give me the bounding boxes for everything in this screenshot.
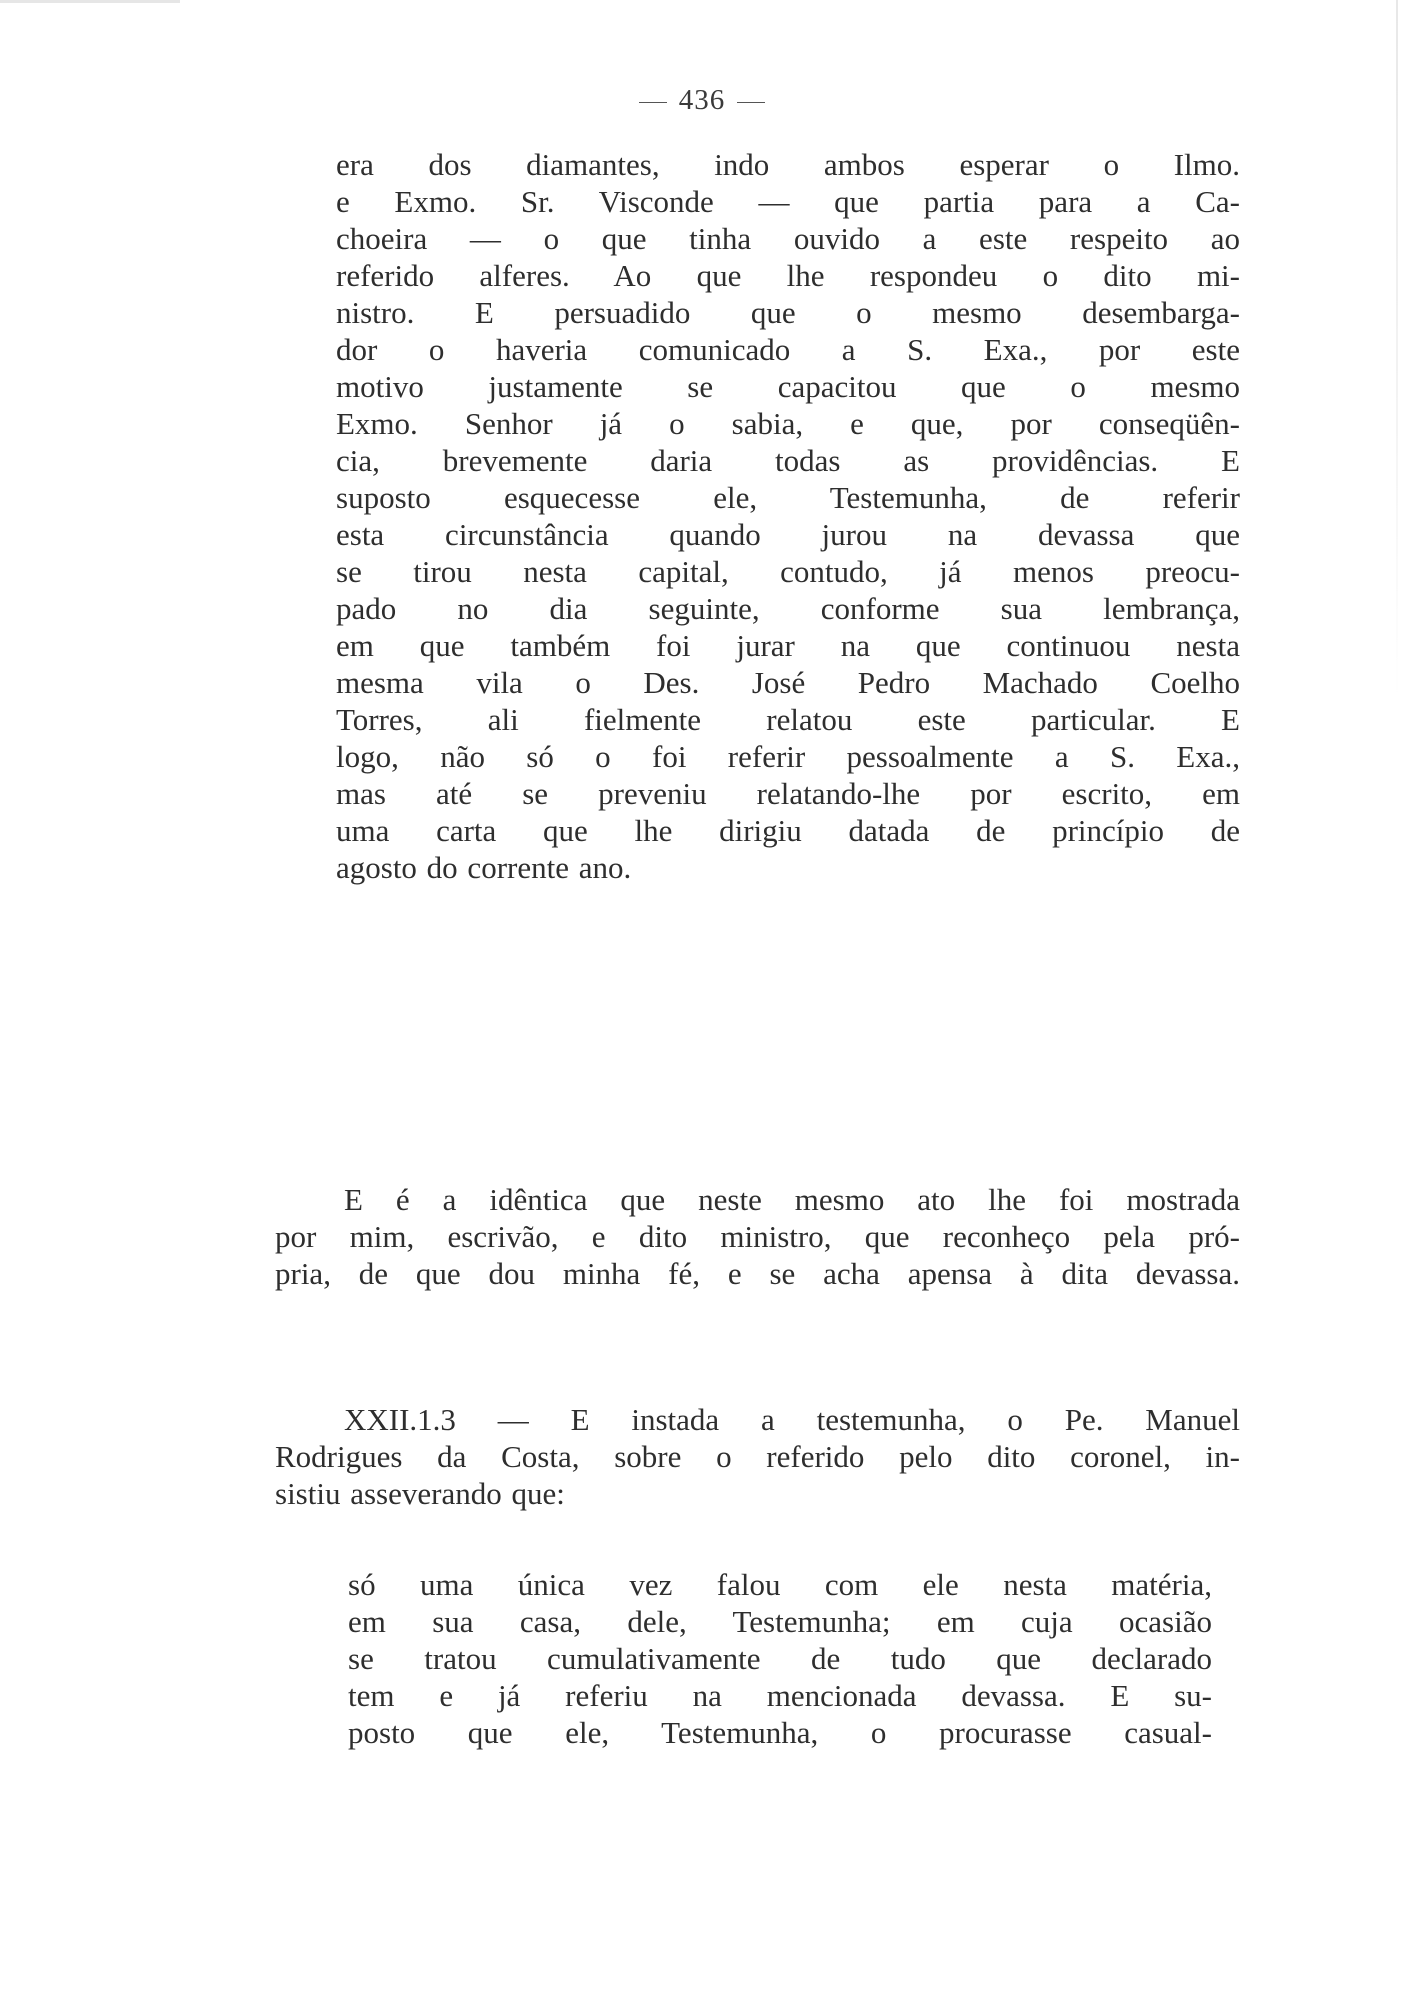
- text-line: nistro. E persuadido que o mesmo desembarga-: [336, 295, 1240, 330]
- text-line: em que também foi jurar na que continuou nesta: [336, 628, 1240, 663]
- text-line: e Exmo. Sr. Visconde — que partia para a Ca-: [336, 184, 1240, 219]
- text-line: era dos diamantes, indo ambos esperar o Ilmo.: [336, 147, 1240, 182]
- text-line: posto que ele, Testemunha, o procurasse casual-: [348, 1715, 1212, 1750]
- page-number-header: [0, 84, 1404, 117]
- text-line: uma carta que lhe dirigiu datada de princípio de: [336, 813, 1240, 848]
- text-line: E é a idêntica que neste mesmo ato lhe foi mostrada: [344, 1182, 1240, 1217]
- text-line: Exmo. Senhor já o sabia, e que, por conseqüên-: [336, 406, 1240, 441]
- text-line: tem e já referiu na mencionada devassa. E su-: [348, 1678, 1212, 1713]
- text-line: em sua casa, dele, Testemunha; em cuja ocasião: [348, 1604, 1212, 1639]
- text-line: se tirou nesta capital, contudo, já menos preocu-: [336, 554, 1240, 589]
- text-line: por mim, escrivão, e dito ministro, que reconheço pela pró-: [275, 1219, 1240, 1254]
- text-line: sistiu asseverando que:: [275, 1476, 565, 1511]
- text-line: só uma única vez falou com ele nesta matéria,: [348, 1567, 1212, 1602]
- text-line: se tratou cumulativamente de tudo que declarado: [348, 1641, 1212, 1676]
- page-number: 436: [678, 84, 726, 116]
- text-line: suposto esquecesse ele, Testemunha, de referir: [336, 480, 1240, 515]
- text-line: Torres, ali fielmente relatou este particular. E: [336, 702, 1240, 737]
- text-line: agosto do corrente ano.: [336, 850, 632, 885]
- text-line: Rodrigues da Costa, sobre o referido pelo dito coronel, in-: [275, 1439, 1240, 1474]
- right-dash: [737, 102, 765, 103]
- text-line: dor o haveria comunicado a S. Exa., por este: [336, 332, 1240, 367]
- text-line: mas até se preveniu relatando-lhe por escrito, em: [336, 776, 1240, 811]
- text-line: XXII.1.3 — E instada a testemunha, o Pe. Manuel: [344, 1402, 1240, 1437]
- text-line: mesma vila o Des. José Pedro Machado Coelho: [336, 665, 1240, 700]
- text-line: choeira — o que tinha ouvido a este respeito ao: [336, 221, 1240, 256]
- left-dash: [639, 102, 667, 103]
- text-line: logo, não só o foi referir pessoalmente a S. Exa.,: [336, 739, 1240, 774]
- text-line: pria, de que dou minha fé, e se acha apensa à dita devassa.: [275, 1256, 1240, 1291]
- scan-artifact-top: [0, 0, 180, 3]
- text-line: motivo justamente se capacitou que o mesmo: [336, 369, 1240, 404]
- text-line: cia, brevemente daria todas as providências. E: [336, 443, 1240, 478]
- text-line: esta circunstância quando jurou na devassa que: [336, 517, 1240, 552]
- text-line: pado no dia seguinte, conforme sua lembrança,: [336, 591, 1240, 626]
- text-line: referido alferes. Ao que lhe respondeu o dito mi-: [336, 258, 1240, 293]
